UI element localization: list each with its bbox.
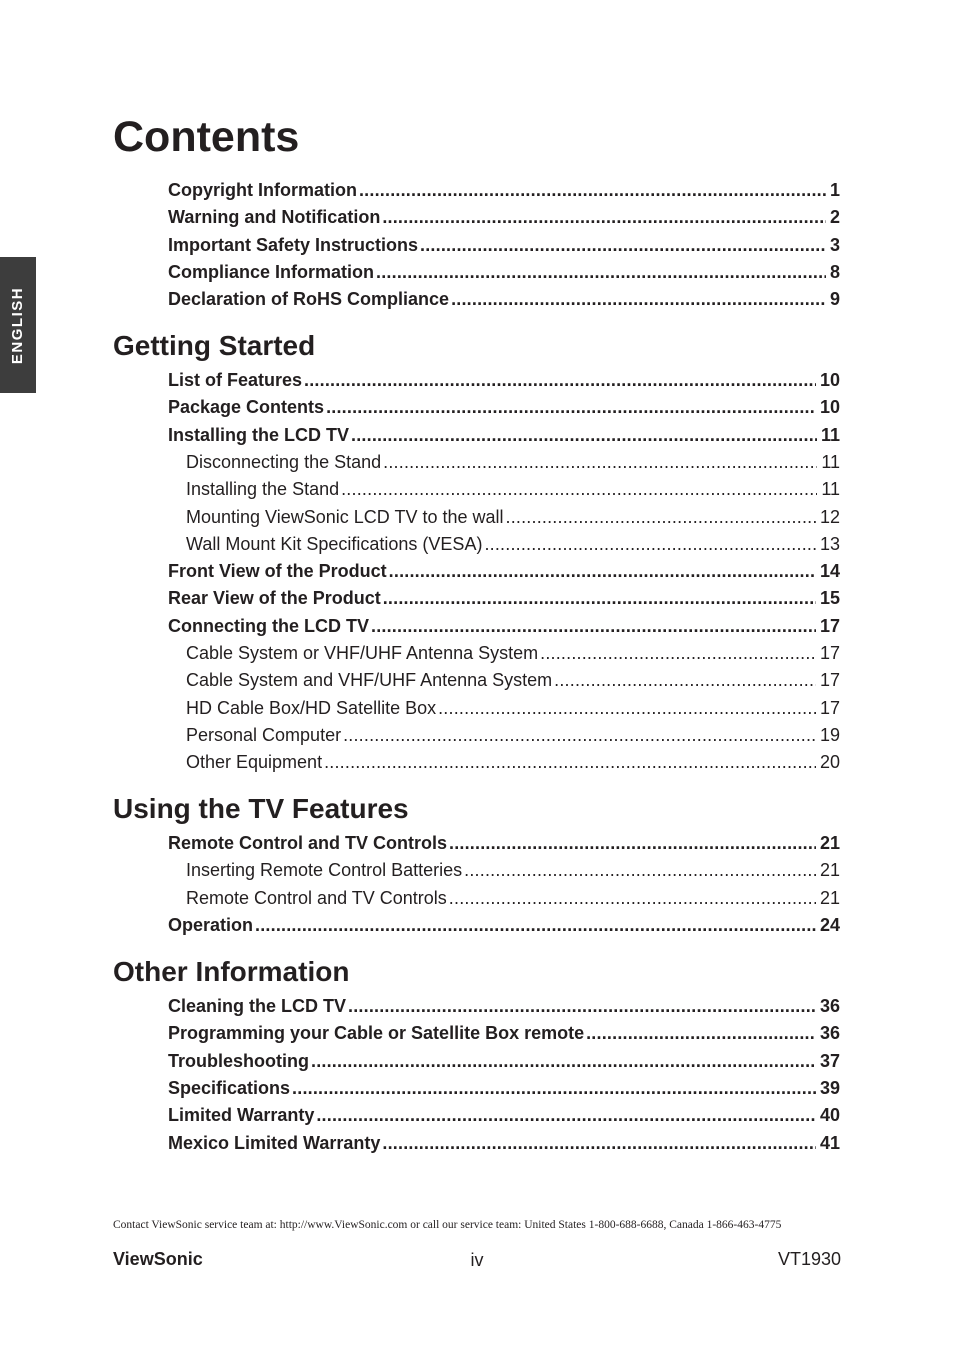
toc-entry-label: Mexico Limited Warranty (168, 1133, 381, 1153)
section-heading: Other Information (113, 956, 350, 987)
toc-entry[interactable] (168, 424, 840, 446)
toc-entry[interactable] (186, 887, 840, 909)
toc-entry-page: 17 (819, 670, 840, 690)
toc-entry[interactable] (168, 261, 840, 283)
toc-entry-label: Specifications (168, 1078, 291, 1098)
toc-entry[interactable] (186, 506, 840, 528)
toc-entry-label: Compliance Information (168, 262, 375, 282)
toc-leader-dots (464, 859, 816, 881)
toc-entry-page: 11 (821, 452, 840, 472)
toc-entry-page: 10 (819, 370, 840, 390)
toc-leader-dots (506, 506, 816, 528)
toc-entry[interactable] (168, 288, 840, 310)
toc-leader-dots (326, 396, 816, 418)
toc-leader-dots (343, 724, 816, 746)
toc-leader-dots (292, 1077, 816, 1099)
toc-entry-label: Installing the LCD TV (168, 425, 350, 445)
toc-entry[interactable] (186, 697, 840, 719)
language-tab (0, 257, 36, 393)
toc-leader-dots (383, 587, 816, 609)
toc-entry-page: 20 (819, 752, 840, 772)
toc-leader-dots (351, 424, 817, 446)
toc-entry-page: 36 (819, 996, 840, 1016)
toc-entry-page: 17 (819, 643, 840, 663)
toc-entry-page: 17 (819, 616, 840, 636)
toc-leader-dots (449, 887, 816, 909)
toc-leader-dots (389, 560, 816, 582)
toc-leader-dots (540, 642, 816, 664)
toc-entry-label: Installing the Stand (186, 479, 340, 499)
toc-entry[interactable] (168, 560, 840, 582)
toc-entry-label: Disconnecting the Stand (186, 452, 382, 472)
toc-leader-dots (376, 261, 826, 283)
page-title: Contents (113, 113, 300, 161)
footer-model: VT1930 (777, 1249, 841, 1269)
toc-entry-label: Rear View of the Product (168, 588, 381, 608)
toc-entry[interactable] (168, 995, 840, 1017)
toc-entry-page: 8 (829, 262, 840, 282)
toc-leader-dots (420, 234, 826, 256)
toc-entry-page: 40 (819, 1105, 840, 1125)
toc-entry-page: 13 (819, 534, 840, 554)
toc-entry[interactable] (186, 478, 840, 500)
toc-entry-label: Troubleshooting (168, 1051, 309, 1071)
toc-leader-dots (304, 369, 816, 391)
toc-entry-label: Remote Control and TV Controls (168, 833, 447, 853)
toc-entry[interactable] (168, 234, 840, 256)
toc-entry[interactable] (168, 1104, 840, 1126)
footer-brand: ViewSonic (113, 1249, 203, 1269)
toc-entry-label: Important Safety Instructions (168, 235, 419, 255)
toc-entry-page: 10 (819, 397, 840, 417)
toc-entry-page: 19 (819, 725, 840, 745)
toc-entry[interactable] (186, 642, 840, 664)
toc-entry-label: Front View of the Product (168, 561, 387, 581)
toc-entry-page: 41 (819, 1133, 840, 1153)
toc-leader-dots (484, 533, 816, 555)
toc-entry-label: Connecting the LCD TV (168, 616, 369, 636)
toc-entry-page: 21 (819, 888, 840, 908)
toc-entry-label: Package Contents (168, 397, 325, 417)
toc-entry-page: 37 (819, 1051, 840, 1071)
contact-info: Contact ViewSonic service team at: http://www.ViewSonic.com or call our service team: United States 1-800-688-6688, Canada 1-866-463-4775 (113, 1219, 782, 1231)
toc-entry-page: 17 (819, 698, 840, 718)
toc-entry-page: 21 (819, 833, 840, 853)
toc-entry[interactable] (186, 669, 840, 691)
toc-entry-page: 1 (829, 180, 840, 200)
toc-leader-dots (383, 451, 817, 473)
toc-entry-label: Warning and Notification (168, 207, 381, 227)
toc-leader-dots (438, 697, 816, 719)
toc-entry-label: HD Cable Box/HD Satellite Box (186, 698, 437, 718)
toc-entry-label: Copyright Information (168, 180, 357, 200)
toc-leader-dots (382, 206, 826, 228)
section-heading: Using the TV Features (113, 793, 409, 824)
toc-entry-label: Cable System and VHF/UHF Antenna System (186, 670, 553, 690)
toc-entry-label: Wall Mount Kit Specifications (VESA) (186, 534, 483, 554)
toc-entry[interactable] (168, 1132, 840, 1154)
toc-entry-page: 36 (819, 1023, 840, 1043)
toc-entry[interactable] (168, 369, 840, 391)
toc-entry[interactable] (168, 832, 840, 854)
toc-entry-label: Declaration of RoHS Compliance (168, 289, 450, 309)
toc-entry[interactable] (168, 615, 840, 637)
toc-leader-dots (451, 288, 826, 310)
toc-entry[interactable] (168, 587, 840, 609)
toc-entry[interactable] (168, 179, 840, 201)
toc-entry[interactable] (186, 859, 840, 881)
toc-leader-dots (554, 669, 816, 691)
toc-leader-dots (382, 1132, 816, 1154)
toc-leader-dots (449, 832, 816, 854)
toc-entry-label: Personal Computer (186, 725, 342, 745)
toc-entry-page: 9 (829, 289, 840, 309)
toc-leader-dots (255, 914, 816, 936)
section-heading: Getting Started (113, 330, 316, 361)
toc-entry-page: 39 (819, 1078, 840, 1098)
toc-entry[interactable] (168, 1050, 840, 1072)
toc-entry[interactable] (168, 396, 840, 418)
toc-entry[interactable] (186, 451, 840, 473)
toc-leader-dots (316, 1104, 816, 1126)
toc-entry-label: Limited Warranty (168, 1105, 315, 1125)
toc-entry-label: Cable System or VHF/UHF Antenna System (186, 643, 539, 663)
toc-leader-dots (311, 1050, 816, 1072)
toc-entry-page: 11 (821, 479, 840, 499)
toc-entry[interactable] (186, 533, 840, 555)
toc-entry[interactable] (186, 724, 840, 746)
toc-entry-page: 21 (819, 860, 840, 880)
toc-entry-label: Mounting ViewSonic LCD TV to the wall (186, 507, 504, 527)
toc-leader-dots (371, 615, 816, 637)
toc-entry[interactable] (186, 751, 840, 773)
toc-entry-page: 24 (819, 915, 840, 935)
toc-entry-page: 14 (819, 561, 840, 581)
toc-entry-page: 12 (819, 507, 840, 527)
toc-entry[interactable] (168, 206, 840, 228)
toc-entry-page: 3 (829, 235, 840, 255)
toc-leader-dots (324, 751, 816, 773)
toc-entry-label: Remote Control and TV Controls (186, 888, 447, 908)
toc-leader-dots (348, 995, 816, 1017)
toc-entry-label: Programming your Cable or Satellite Box remote (168, 1023, 585, 1043)
toc-entry-label: Cleaning the LCD TV (168, 996, 347, 1016)
toc-entry-label: Other Equipment (186, 752, 323, 772)
toc-leader-dots (359, 179, 826, 201)
toc-entry[interactable] (168, 914, 840, 936)
footer-page-number: iv (470, 1250, 484, 1270)
toc-entry[interactable] (168, 1022, 840, 1044)
toc-leader-dots (341, 478, 817, 500)
toc-entry[interactable] (168, 1077, 840, 1099)
toc-entry-page: 2 (829, 207, 840, 227)
toc-entry-page: 11 (820, 425, 840, 445)
toc-entry-label: Inserting Remote Control Batteries (186, 860, 463, 880)
toc-entry-label: List of Features (168, 370, 303, 390)
toc-entry-label: Operation (168, 915, 254, 935)
toc-leader-dots (586, 1022, 816, 1044)
language-tab-label: ENGLISH (9, 286, 27, 364)
toc-entry-page: 15 (819, 588, 840, 608)
